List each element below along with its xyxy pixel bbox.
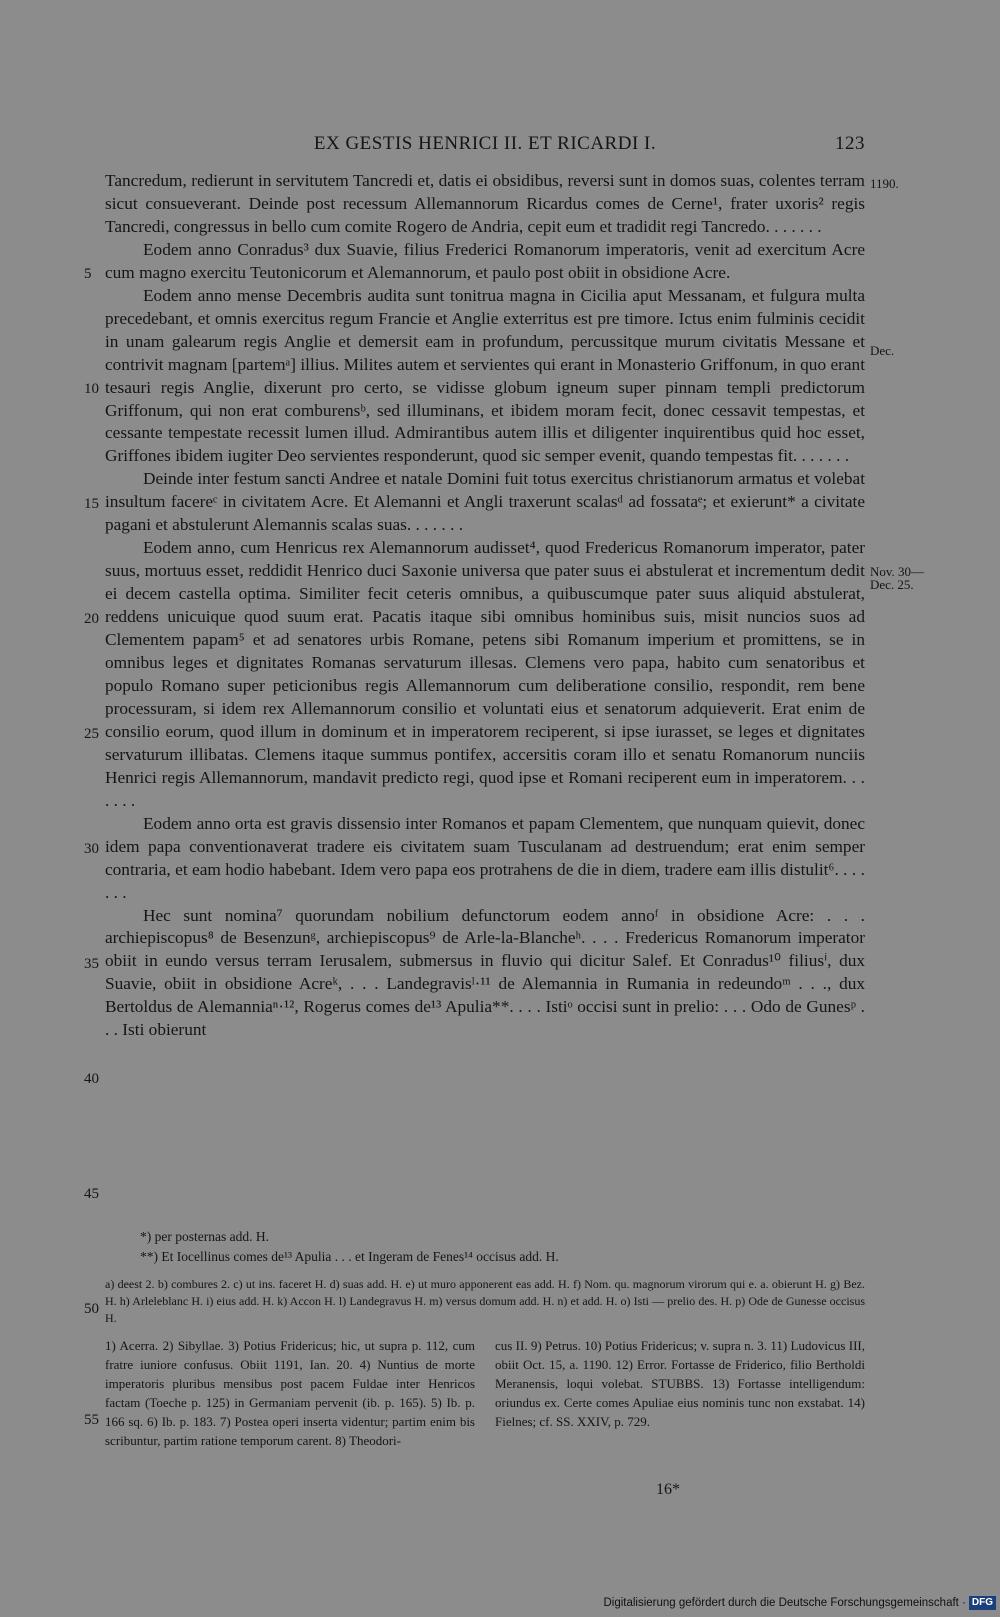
signature-mark: 16* [656, 1481, 680, 1498]
margin-year: 1190. [870, 176, 899, 191]
variant-notes: a) deest 2. b) combures 2. c) ut ins. faceret H. d) suas add. H. e) ut muro apponerent eas add. H. f) Nom. qu. magnorum virorum qui e. a. obierunt H. g) Bez. H. h) Arleleblanc H. i) eius add. H. k) Accon H. l) Landegravus H. m) versus domum add. H. n) et add. H. o) Isti — prelio des. H. p) Ode de Gunesse occisus H. [105, 1277, 865, 1325]
margin-date-range-start: Nov. 30— [870, 564, 925, 579]
footnotes-left-column: 1) Acerra. 2) Sibyllae. 3) Potius Fridericus; hic, ut supra p. 112, cum fratre iuniore confusus. Obiit 1191, Ian. 20. 4) Nuntius de morte imperatoris pluribus mensibus post pacem Fuldae inter Henricos factam (Toeche p. 125) in Germaniam pervenit (ib. p. 165). 5) Ib. p. 166 sq. 6) Ib. p. 183. 7) Postea operi inserta videntur; partim enim bis scribuntur, partim ratione temporum carent. 8) Theodori- [105, 1338, 475, 1448]
line-number: 10 [84, 381, 99, 397]
dfg-logo: DFG [969, 1596, 996, 1610]
line-number: 20 [84, 611, 99, 627]
margin-date-range-end: Dec. 25. [870, 577, 914, 592]
paragraph: Hec sunt nomina⁷ quorundam nobilium defunctorum eodem annoᶠ in obsidione Acre: . . . archiepiscopus⁸ de Besenzunᵍ, archiepiscopus⁹ de Arle-la-Blancheʰ. . . . Fredericus Romanorum imperator obiit in eundo versus terram Ierusalem, submersus in fluvio qui dicitur Salef. Et Conradus¹⁰ filiusⁱ, dux Suavie, obiit in obsidione Acreᵏ, . . . Landegravisˡ·¹¹ de Alemannia in Rumania in redeundoᵐ . . ., dux Bertoldus de Alemanniaⁿ·¹², Rogerus comes de¹³ Apulia**. . . . Istiᵒ occisi sunt in prelio: . . . Odo de Gunesᵖ . . . Isti obierunt [105, 905, 865, 1040]
page-number: 123 [835, 133, 865, 154]
line-number: 40 [84, 1071, 99, 1087]
paragraph: Eodem anno orta est gravis dissensio inter Romanos et papam Clementem, que nunquam quievit, donec idem papa conventionaverat tradere eis civitatem suam Tusculanam ad destruendum; erat enim semper contraria, et eam hodio habebant. Idem vero papa eos protrahens de die in diem, tradere eam illis distulit⁶. . . . . . . [105, 813, 865, 902]
line-number: 45 [84, 1186, 99, 1202]
line-number: 35 [84, 956, 99, 972]
line-number: 15 [84, 496, 99, 512]
editorial-note: **) Et Iocellinus comes de¹³ Apulia . . . et Ingeram de Fenes¹⁴ occisus add. H. [140, 1249, 559, 1264]
line-number: 55 [84, 1412, 99, 1428]
line-number: 50 [84, 1301, 99, 1317]
paragraph: Deinde inter festum sancti Andree et natale Domini fuit totus exercitus christianorum armatus et volebat insultum facereᶜ in civitatem Acre. Et Alemanni et Angli traxerunt scalasᵈ ad fossataᵉ; et exierunt* a civitate pagani et abstulerunt Alemannis scalas suas. . . . . . . [105, 469, 865, 535]
line-number: 30 [84, 841, 99, 857]
digitization-footer [500, 1596, 996, 1614]
editorial-note: *) per posternas add. H. [140, 1229, 269, 1244]
paragraph: Eodem anno Conradus³ dux Suavie, filius Frederici Romanorum imperatoris, venit ad exercitum Acre cum magno exercitu Teutonicorum et Alemannorum, et paulo post obiit in obsidione Acre. [105, 239, 865, 282]
paragraph: Eodem anno mense Decembris audita sunt tonitrua magna in Cicilia aput Messanam, et fulgura multa precedebant, et omnis exercitus regum Francie et Anglie exterritus est pre timore. Ictus enim fulminis cecidit in unam galearum regis Anglie et demersit eam in profundum, percussitque murum civitatis Messane et contrivit magnam [partemᵃ] illius. Milites autem et servientes qui erant in Monasterio Griffonum, in quo erant tesauri regis Anglie, dixerunt pro certo, se vidisse globum igneum super pinnam templi predictorum Griffonum, qui non erat comburensᵇ, sed illuminans, et ibidem moram fecit, donec cessavit tempestas, et cessante tempestate recessit lumen illud. Admirantibus autem illis et diligenter inquirentibus quid hoc esset, Griffones ibidem iugiter Deo servientes responderunt, quod sic semper evenit, quando tempestas fit. . . . . . . [105, 285, 865, 466]
paragraph: Tancredum, redierunt in servitutem Tancredi et, datis ei obsidibus, reversi sunt in domos suas, colentes terram sicut consueverant. Deinde post recessum Allemannorum Ricardus comes de Cerne¹, frater uxoris² regis Tancredi, congressus in bello cum comite Rogero de Andria, cepit eum et tradidit regi Tancredo. . . . . . . [105, 171, 865, 236]
footnotes-right-column: cus II. 9) Petrus. 10) Potius Fridericus; v. supra n. 3. 11) Ludovicus III, obiit Oct. 15, a. 1190. 12) Error. Fortasse de Friderico, filio Bertholdi Meranensis, loqui volebat. STUBBS. 13) Fortasse intelligendum: oriundus ex. Certe comes Apuliae eius nominis tunc non exstabat. 14) Fielnes; cf. SS. XXIV, p. 729. [495, 1338, 865, 1429]
main-text [105, 170, 865, 1042]
margin-month: Dec. [870, 343, 895, 358]
editorial-notes [140, 1227, 860, 1267]
paragraph: Eodem anno, cum Henricus rex Alemannorum audisset⁴, quod Fredericus Romanorum imperator, pater suus, mortuus esset, reddidit Henrico duci Saxonie universa que pater suus ei abstulerat et incrementum dedit ei decem castella optima. Similiter fecit ceteris omnibus, a quibuscumque pater suus aliquid abstulerat, reddens unicuique quod suum erat. Pacatis itaque sibi omnibus hominibus suis, misit nuncios suos ad Clementem papam⁵ et ad senatores urbis Romane, petens sibi Romanum imperium et promittens, se in omnibus leges et dignitates Romanas servaturum illesas. Clemens vero papa, habito cum senatoribus et populo Romano super peticionibus regis Allemannorum cum deliberatione consilio, respondit, rem bene processuram, si idem rex Allemannorum consilio et voluntati eius et senatorum adquieverit. Erat enim de consilio eorum, quod illum in dominum et in imperatorem reciperent, si ipse iurasset, se leges et dignitates servaturum illibatas. Clemens itaque summus pontifex, accersitis coram illo et senatu Romanorum nunciis Henrici regis Allemannorum, mandavit predicto regi, quod ipse et Romani reciperent eum in imperatorem. . . . . . . [105, 538, 865, 810]
footer-text: Digitalisierung gefördert durch die Deutsche Forschungsgemeinschaft · [603, 1597, 966, 1610]
line-number: 5 [84, 266, 92, 282]
running-title: EX GESTIS HENRICI II. ET RICARDI I. [313, 133, 657, 154]
line-number: 25 [84, 726, 99, 742]
running-header [105, 133, 865, 159]
